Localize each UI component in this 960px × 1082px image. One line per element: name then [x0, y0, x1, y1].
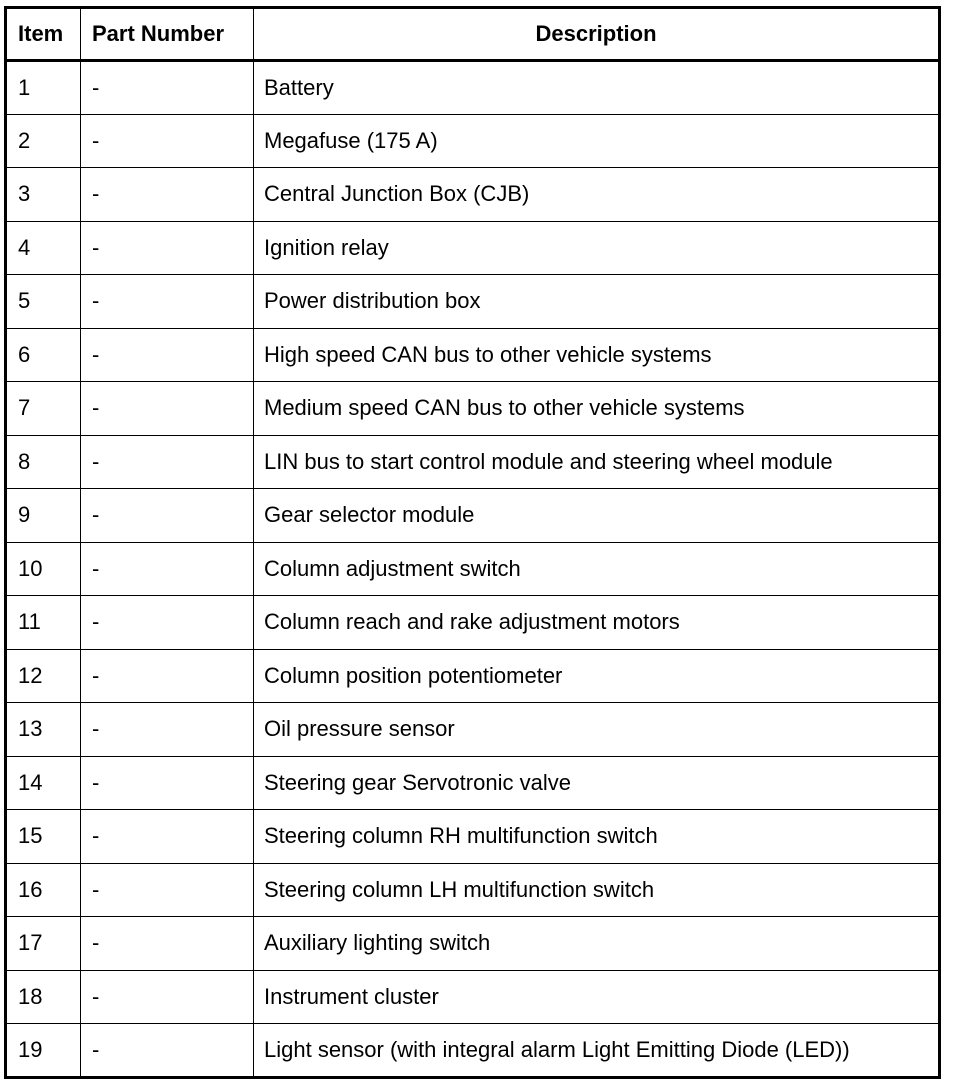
- cell-description: Gear selector module: [254, 489, 940, 543]
- cell-item: 8: [6, 435, 81, 489]
- cell-description: Battery: [254, 61, 940, 115]
- table-row: [6, 703, 940, 757]
- header-part-number: Part Number: [81, 8, 254, 61]
- cell-part-number: -: [81, 114, 254, 168]
- cell-item: 1: [6, 61, 81, 115]
- cell-part-number: -: [81, 917, 254, 971]
- cell-description: Instrument cluster: [254, 970, 940, 1024]
- header-description: Description: [254, 8, 940, 61]
- cell-item: 7: [6, 382, 81, 436]
- header-item: Item: [6, 8, 81, 61]
- parts-table: [4, 6, 941, 1079]
- cell-description: Steering column RH multifunction switch: [254, 810, 940, 864]
- table-row: [6, 275, 940, 329]
- cell-item: 14: [6, 756, 81, 810]
- cell-description: Power distribution box: [254, 275, 940, 329]
- cell-description: Column reach and rake adjustment motors: [254, 596, 940, 650]
- cell-item: 9: [6, 489, 81, 543]
- table-row: [6, 489, 940, 543]
- cell-item: 13: [6, 703, 81, 757]
- table-row: [6, 221, 940, 275]
- cell-part-number: -: [81, 435, 254, 489]
- table-row: [6, 810, 940, 864]
- cell-description: Light sensor (with integral alarm Light Emitting Diode (LED)): [254, 1024, 940, 1078]
- table-row: [6, 61, 940, 115]
- cell-item: 10: [6, 542, 81, 596]
- cell-part-number: -: [81, 810, 254, 864]
- table-row: [6, 114, 940, 168]
- cell-item: 5: [6, 275, 81, 329]
- table-row: [6, 435, 940, 489]
- cell-description: Oil pressure sensor: [254, 703, 940, 757]
- table-row: [6, 970, 940, 1024]
- cell-item: 19: [6, 1024, 81, 1078]
- cell-part-number: -: [81, 863, 254, 917]
- cell-description: Steering column LH multifunction switch: [254, 863, 940, 917]
- table-header: [6, 8, 940, 61]
- cell-item: 15: [6, 810, 81, 864]
- cell-description: LIN bus to start control module and steering wheel module: [254, 435, 940, 489]
- table-row: [6, 756, 940, 810]
- cell-part-number: -: [81, 756, 254, 810]
- cell-part-number: -: [81, 61, 254, 115]
- cell-part-number: -: [81, 489, 254, 543]
- cell-part-number: -: [81, 168, 254, 222]
- cell-description: High speed CAN bus to other vehicle systems: [254, 328, 940, 382]
- cell-description: Central Junction Box (CJB): [254, 168, 940, 222]
- table-body: [6, 61, 940, 1078]
- cell-description: Ignition relay: [254, 221, 940, 275]
- cell-part-number: -: [81, 221, 254, 275]
- cell-item: 3: [6, 168, 81, 222]
- cell-description: Column position potentiometer: [254, 649, 940, 703]
- cell-description: Steering gear Servotronic valve: [254, 756, 940, 810]
- cell-part-number: -: [81, 649, 254, 703]
- cell-part-number: -: [81, 275, 254, 329]
- table-row: [6, 382, 940, 436]
- cell-item: 18: [6, 970, 81, 1024]
- table-row: [6, 863, 940, 917]
- cell-part-number: -: [81, 328, 254, 382]
- cell-item: 4: [6, 221, 81, 275]
- header-row: [6, 8, 940, 61]
- table-row: [6, 542, 940, 596]
- table-row: [6, 328, 940, 382]
- cell-description: Auxiliary lighting switch: [254, 917, 940, 971]
- cell-part-number: -: [81, 1024, 254, 1078]
- table-row: [6, 168, 940, 222]
- cell-part-number: -: [81, 970, 254, 1024]
- cell-description: Megafuse (175 A): [254, 114, 940, 168]
- cell-part-number: -: [81, 382, 254, 436]
- table-row: [6, 917, 940, 971]
- cell-item: 11: [6, 596, 81, 650]
- cell-part-number: -: [81, 703, 254, 757]
- cell-description: Medium speed CAN bus to other vehicle systems: [254, 382, 940, 436]
- cell-item: 12: [6, 649, 81, 703]
- cell-description: Column adjustment switch: [254, 542, 940, 596]
- cell-item: 2: [6, 114, 81, 168]
- table-row: [6, 649, 940, 703]
- cell-item: 17: [6, 917, 81, 971]
- cell-part-number: -: [81, 596, 254, 650]
- cell-item: 16: [6, 863, 81, 917]
- cell-item: 6: [6, 328, 81, 382]
- table-row: [6, 596, 940, 650]
- table-row: [6, 1024, 940, 1078]
- cell-part-number: -: [81, 542, 254, 596]
